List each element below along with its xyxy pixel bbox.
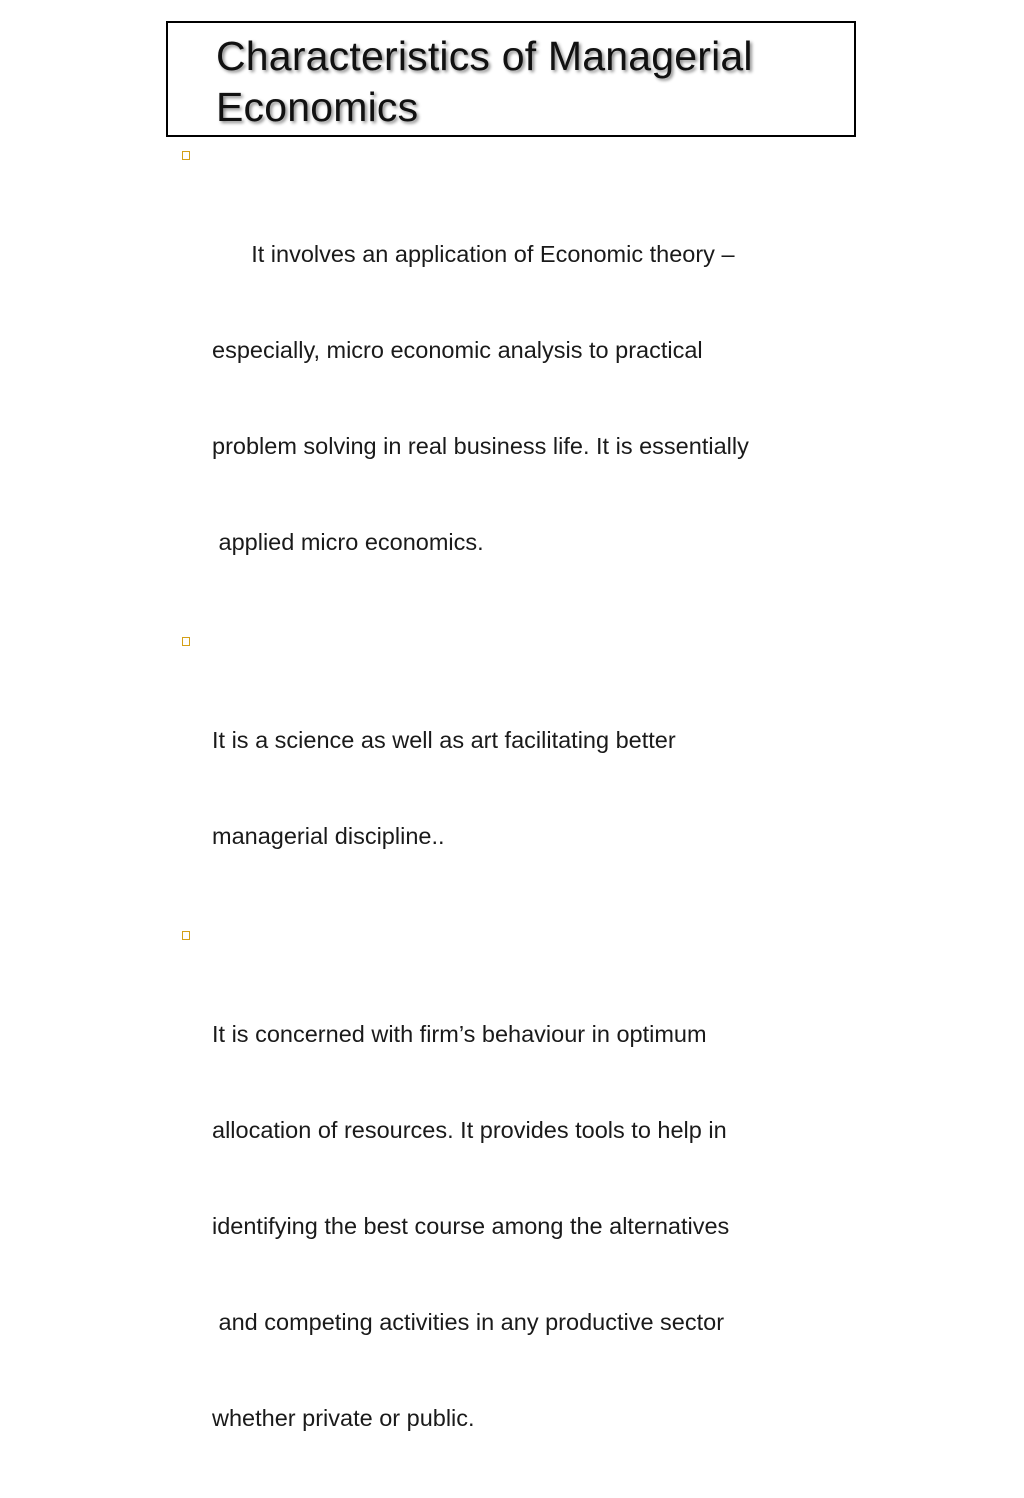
bullet-line: identifying the best course among the alternatives bbox=[212, 1213, 730, 1239]
title-line: Characteristics of Managerial bbox=[216, 33, 753, 79]
slide-title bbox=[216, 31, 846, 133]
bullet-line: It is concerned with firm’s behaviour in optimum bbox=[212, 1021, 707, 1047]
title-line: Economics bbox=[216, 84, 419, 130]
bullet-item bbox=[180, 922, 840, 1498]
bullet-item bbox=[180, 628, 840, 916]
bullet-line: problem solving in real business life. It is essentially bbox=[212, 433, 749, 459]
bullet-line: It involves an application of Economic theory – bbox=[212, 241, 735, 267]
bullet-line: managerial discipline.. bbox=[212, 823, 445, 849]
bullet-list bbox=[180, 142, 840, 1498]
bullet-line: whether private or public. bbox=[212, 1405, 475, 1431]
bullet-line: It is a science as well as art facilitating better bbox=[212, 727, 676, 753]
hollow-square-bullet-icon bbox=[182, 151, 190, 160]
bullet-line: applied micro economics. bbox=[212, 529, 484, 555]
bullet-item bbox=[180, 142, 840, 622]
bullet-line: allocation of resources. It provides tools to help in bbox=[212, 1117, 727, 1143]
hollow-square-bullet-icon bbox=[182, 637, 190, 646]
bullet-line: especially, micro economic analysis to practical bbox=[212, 337, 703, 363]
title-box bbox=[166, 21, 856, 137]
bullet-line: and competing activities in any productive sector bbox=[212, 1309, 725, 1335]
hollow-square-bullet-icon bbox=[182, 931, 190, 940]
